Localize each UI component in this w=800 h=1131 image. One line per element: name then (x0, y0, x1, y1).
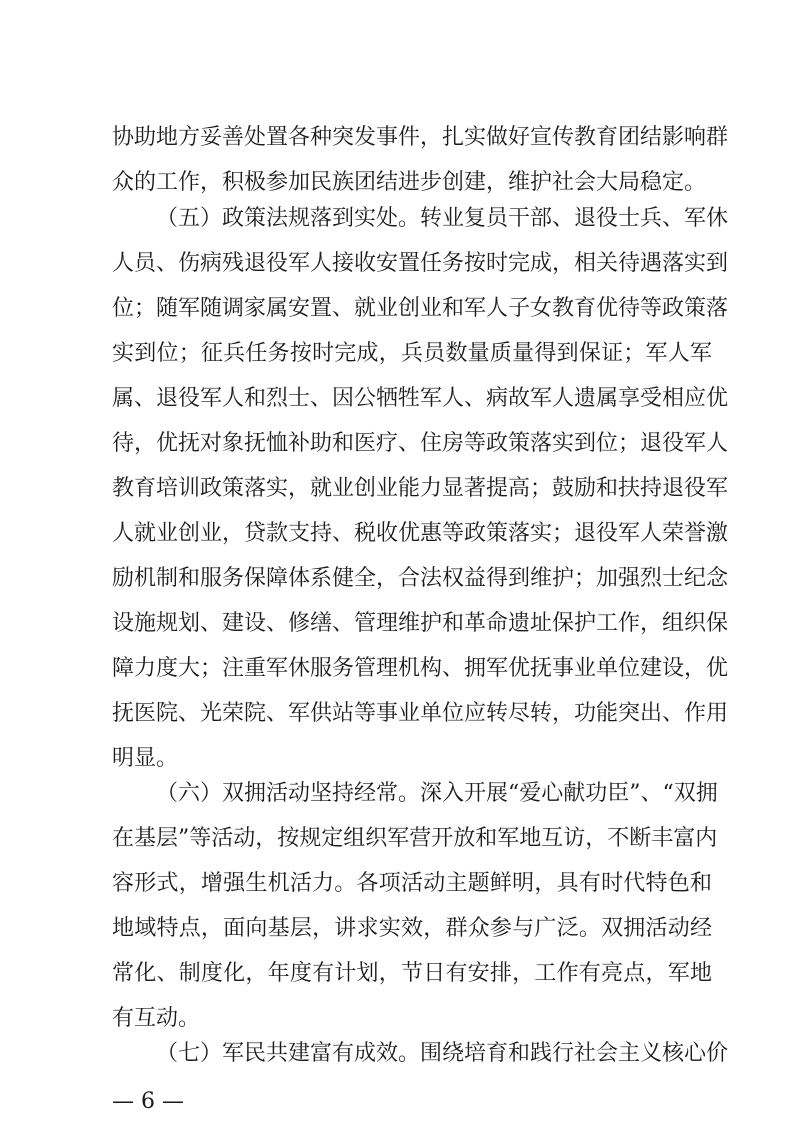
text-line-2: 众的工作，积极参加民族团结进步创建，维护社会大局稳定。 (112, 170, 707, 195)
text-line-20: 常化、制度化，年度有计划，节日有安排，工作有亮点，军地 (112, 961, 712, 986)
text-line-14: 抚医院、光荣院、军供站等事业单位应转尽转，功能突出、作用 (112, 701, 729, 726)
text-line-8: 待，优抚对象抚恤补助和医疗、住房等政策落实到位；退役军人 (112, 431, 729, 456)
page-number: — 6 — (112, 1089, 184, 1114)
text-line-19: 地域特点，面向基层，讲求实效，群众参与广泛。双拥活动经 (112, 916, 712, 941)
section-heading-7: （七）军民共建富有成效。围绕培育和践行社会主义核心价 (156, 1041, 729, 1066)
text-line-5: 位；随军随调家属安置、就业创业和军人子女教育优待等政策落 (112, 296, 729, 321)
section-heading-5: （五）政策法规落到实处。转业复员干部、退役士兵、军休 (156, 206, 729, 231)
text-line-6: 实到位；征兵任务按时完成，兵员数量质量得到保证；军人军 (112, 341, 712, 366)
text-line-12: 设施规划、建设、修缮、管理维护和革命遗址保护工作，组织保 (112, 611, 729, 636)
text-line-4: 人员、伤病残退役军人接收安置任务按时完成，相关待遇落实到 (112, 251, 729, 276)
text-line-7: 属、退役军人和烈士、因公牺牲军人、病故军人遗属享受相应优 (112, 386, 729, 411)
text-line-9: 教育培训政策落实，就业创业能力显著提高；鼓励和扶持退役军 (112, 476, 729, 501)
text-line-10: 人就业创业，贷款支持、税收优惠等政策落实；退役军人荣誉激 (112, 521, 729, 546)
text-line-1: 协助地方妥善处置各种突发事件，扎实做好宣传教育团结影响群 (112, 125, 729, 150)
text-line-15: 明显。 (112, 746, 179, 771)
text-line-18: 容形式，增强生机活力。各项活动主题鲜明，具有时代特色和 (112, 871, 712, 896)
section-heading-6: （六）双拥活动坚持经常。深入开展“爱心献功臣”、“双拥 (156, 781, 718, 806)
text-line-21: 有互动。 (112, 1006, 201, 1031)
text-line-11: 励机制和服务保障体系健全，合法权益得到维护；加强烈士纪念 (112, 566, 729, 591)
text-line-17: 在基层”等活动，按规定组织军营开放和军地互访，不断丰富内 (112, 826, 718, 851)
text-line-13: 障力度大；注重军休服务管理机构、拥军优抚事业单位建设，优 (112, 656, 729, 681)
